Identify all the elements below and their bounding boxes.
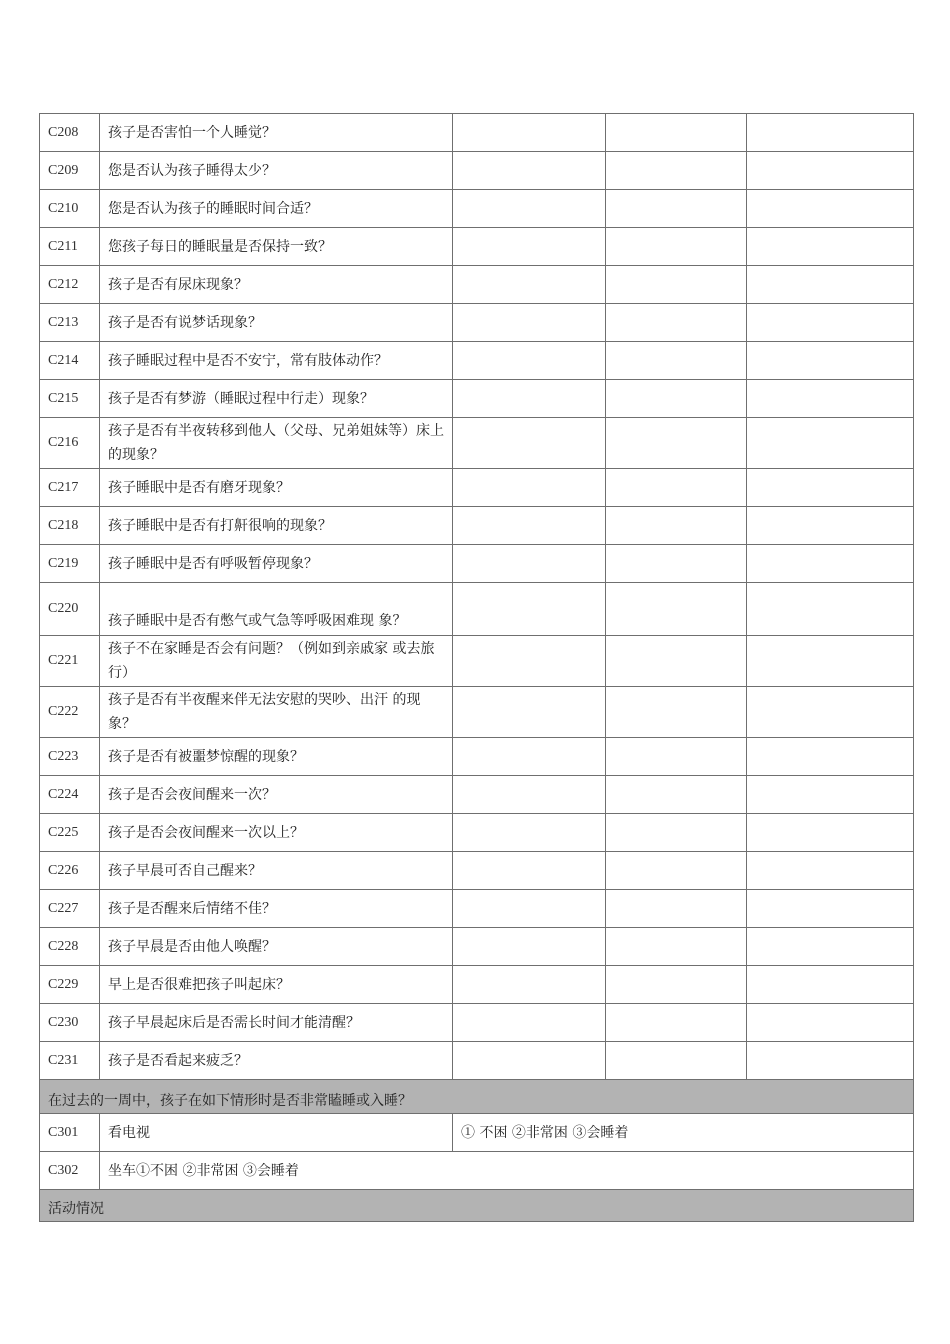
question-code: C216 (40, 418, 100, 469)
answer-cell-1[interactable] (453, 583, 606, 636)
question-row (40, 418, 914, 469)
question-row (40, 266, 914, 304)
answer-cell-2[interactable] (606, 890, 747, 928)
question-text: 孩子是否会夜间醒来一次？ (100, 776, 453, 814)
answer-cell-3[interactable] (747, 1004, 914, 1042)
questionnaire-table (39, 113, 914, 1222)
question-row (40, 304, 914, 342)
question-text: 孩子是否有半夜醒来伴无法安慰的哭吵、出汗 的现象？ (100, 687, 453, 738)
question-text: 孩子是否会夜间醒来一次以上？ (100, 814, 453, 852)
question-text: 孩子是否看起来疲乏？ (100, 1042, 453, 1080)
question-row (40, 545, 914, 583)
answer-cell-2[interactable] (606, 418, 747, 469)
question-row (40, 1114, 914, 1152)
answer-cell-2[interactable] (606, 852, 747, 890)
answer-cell-3[interactable] (747, 418, 914, 469)
answer-cell-3[interactable] (747, 687, 914, 738)
answer-cell-3[interactable] (747, 469, 914, 507)
section-header-activity (40, 1190, 914, 1222)
answer-cell-3[interactable] (747, 266, 914, 304)
question-code: C208 (40, 114, 100, 152)
answer-cell-3[interactable] (747, 583, 914, 636)
question-text: 孩子睡眠过程中是否不安宁，常有肢体动作？ (100, 342, 453, 380)
answer-cell-3[interactable] (747, 114, 914, 152)
answer-cell-1[interactable] (453, 114, 606, 152)
question-code: C231 (40, 1042, 100, 1080)
answer-cell-3[interactable] (747, 814, 914, 852)
question-text: 孩子早晨是否由他人唤醒？ (100, 928, 453, 966)
answer-cell-3[interactable] (747, 1042, 914, 1080)
question-code: C301 (40, 1114, 100, 1152)
question-row (40, 928, 914, 966)
answer-cell-3[interactable] (747, 342, 914, 380)
answer-cell-2[interactable] (606, 114, 747, 152)
answer-cell-2[interactable] (606, 380, 747, 418)
answer-cell-1[interactable] (453, 928, 606, 966)
answer-cell-2[interactable] (606, 304, 747, 342)
question-code: C223 (40, 738, 100, 776)
section-title: 活动情况 (40, 1190, 914, 1222)
question-row (40, 814, 914, 852)
question-row (40, 152, 914, 190)
question-code: C227 (40, 890, 100, 928)
answer-cell-3[interactable] (747, 228, 914, 266)
question-text: 您孩子每日的睡眠量是否保持一致？ (100, 228, 453, 266)
question-code: C209 (40, 152, 100, 190)
answer-cell-2[interactable] (606, 469, 747, 507)
question-text: 您是否认为孩子的睡眠时间合适？ (100, 190, 453, 228)
question-code: C228 (40, 928, 100, 966)
answer-cell-2[interactable] (606, 636, 747, 687)
question-text: 孩子睡眠中是否有打鼾很响的现象？ (100, 507, 453, 545)
answer-cell-1[interactable] (453, 852, 606, 890)
answer-cell-2[interactable] (606, 190, 747, 228)
question-row (40, 342, 914, 380)
answer-cell-3[interactable] (747, 304, 914, 342)
answer-cell-2[interactable] (606, 966, 747, 1004)
answer-cell-3[interactable] (747, 776, 914, 814)
answer-cell-3[interactable] (747, 852, 914, 890)
question-code: C217 (40, 469, 100, 507)
answer-cell-1[interactable] (453, 190, 606, 228)
question-code: C214 (40, 342, 100, 380)
answer-cell-3[interactable] (747, 507, 914, 545)
question-row (40, 469, 914, 507)
answer-cell-1[interactable] (453, 342, 606, 380)
answer-cell-1[interactable] (453, 380, 606, 418)
answer-cell-2[interactable] (606, 583, 747, 636)
question-code: C218 (40, 507, 100, 545)
answer-cell-2[interactable] (606, 814, 747, 852)
answer-cell-1[interactable] (453, 636, 606, 687)
question-text: 孩子不在家睡是否会有问题？（例如到亲戚家 或去旅行） (100, 636, 453, 687)
answer-cell-2[interactable] (606, 342, 747, 380)
answer-cell-3[interactable] (747, 545, 914, 583)
answer-cell-3[interactable] (747, 380, 914, 418)
question-row (40, 738, 914, 776)
answer-cell-1[interactable] (453, 469, 606, 507)
answer-cell-2[interactable] (606, 545, 747, 583)
answer-cell-1[interactable] (453, 890, 606, 928)
question-row (40, 1042, 914, 1080)
answer-cell-3[interactable] (747, 190, 914, 228)
answer-cell-1[interactable] (453, 1004, 606, 1042)
answer-cell-3[interactable] (747, 966, 914, 1004)
answer-cell-2[interactable] (606, 228, 747, 266)
answer-cell-1[interactable] (453, 1042, 606, 1080)
question-text[interactable]: 坐车①不困 ②非常困 ③会睡着 (100, 1152, 914, 1190)
question-row (40, 1152, 914, 1190)
question-row (40, 966, 914, 1004)
answer-cell-1[interactable] (453, 814, 606, 852)
answer-cell-1[interactable] (453, 152, 606, 190)
question-text: 孩子是否害怕一个人睡觉？ (100, 114, 453, 152)
answer-cell-1[interactable] (453, 687, 606, 738)
section-header-sleepiness (40, 1080, 914, 1114)
answer-cell-3[interactable] (747, 890, 914, 928)
question-row (40, 114, 914, 152)
question-row (40, 583, 914, 636)
answer-cell-1[interactable] (453, 738, 606, 776)
answer-cell-2[interactable] (606, 687, 747, 738)
question-code: C226 (40, 852, 100, 890)
question-text: 孩子是否有说梦话现象？ (100, 304, 453, 342)
answer-cell-1[interactable] (453, 966, 606, 1004)
answer-cell-3[interactable] (747, 738, 914, 776)
question-text: 孩子早晨起床后是否需长时间才能清醒？ (100, 1004, 453, 1042)
question-text: 孩子是否有被噩梦惊醒的现象？ (100, 738, 453, 776)
answer-cell-1[interactable] (453, 776, 606, 814)
question-code: C230 (40, 1004, 100, 1042)
question-text: 孩子早晨可否自己醒来？ (100, 852, 453, 890)
question-code: C225 (40, 814, 100, 852)
answer-cell-2[interactable] (606, 928, 747, 966)
answer-cell-1[interactable] (453, 507, 606, 545)
question-code: C229 (40, 966, 100, 1004)
answer-cell-2[interactable] (606, 266, 747, 304)
question-code: C210 (40, 190, 100, 228)
question-row (40, 776, 914, 814)
question-text: 看电视 (100, 1114, 453, 1152)
question-code: C211 (40, 228, 100, 266)
question-code: C213 (40, 304, 100, 342)
answer-cell-3[interactable] (747, 636, 914, 687)
answer-cell-2[interactable] (606, 738, 747, 776)
section-title: 在过去的一周中，孩子在如下情形时是否非常瞌睡或入睡？ (40, 1080, 914, 1114)
answer-cell-1[interactable] (453, 304, 606, 342)
answer-cell-1[interactable] (453, 266, 606, 304)
question-code: C220 (40, 583, 100, 636)
question-code: C222 (40, 687, 100, 738)
question-row (40, 890, 914, 928)
question-code: C302 (40, 1152, 100, 1190)
question-row (40, 228, 914, 266)
question-text: 孩子睡眠中是否有呼吸暂停现象？ (100, 545, 453, 583)
question-row (40, 636, 914, 687)
question-code: C219 (40, 545, 100, 583)
answer-cell-1[interactable] (453, 418, 606, 469)
question-code: C212 (40, 266, 100, 304)
question-code: C221 (40, 636, 100, 687)
answer-cell-2[interactable] (606, 507, 747, 545)
question-row (40, 190, 914, 228)
answer-cell-1[interactable] (453, 545, 606, 583)
question-text: 孩子睡眠中是否有憋气或气急等呼吸困难现 象？ (100, 583, 453, 636)
answer-cell-1[interactable] (453, 228, 606, 266)
question-text: 孩子是否醒来后情绪不佳？ (100, 890, 453, 928)
question-text: 早上是否很难把孩子叫起床？ (100, 966, 453, 1004)
answer-options[interactable]: ① 不困 ②非常困 ③会睡着 (453, 1114, 914, 1152)
question-text: 孩子睡眠中是否有磨牙现象？ (100, 469, 453, 507)
question-text: 孩子是否有半夜转移到他人（父母、兄弟姐妹等）床上的现象？ (100, 418, 453, 469)
question-text: 您是否认为孩子睡得太少？ (100, 152, 453, 190)
answer-cell-2[interactable] (606, 776, 747, 814)
question-row (40, 380, 914, 418)
answer-cell-2[interactable] (606, 1042, 747, 1080)
answer-cell-3[interactable] (747, 928, 914, 966)
question-row (40, 1004, 914, 1042)
question-text: 孩子是否有尿床现象？ (100, 266, 453, 304)
question-row (40, 852, 914, 890)
question-text: 孩子是否有梦游（睡眠过程中行走）现象？ (100, 380, 453, 418)
answer-cell-2[interactable] (606, 152, 747, 190)
question-row (40, 687, 914, 738)
questionnaire-sheet (39, 113, 913, 1222)
answer-cell-2[interactable] (606, 1004, 747, 1042)
question-code: C224 (40, 776, 100, 814)
answer-cell-3[interactable] (747, 152, 914, 190)
question-row (40, 507, 914, 545)
question-code: C215 (40, 380, 100, 418)
question-rows (40, 114, 914, 1222)
